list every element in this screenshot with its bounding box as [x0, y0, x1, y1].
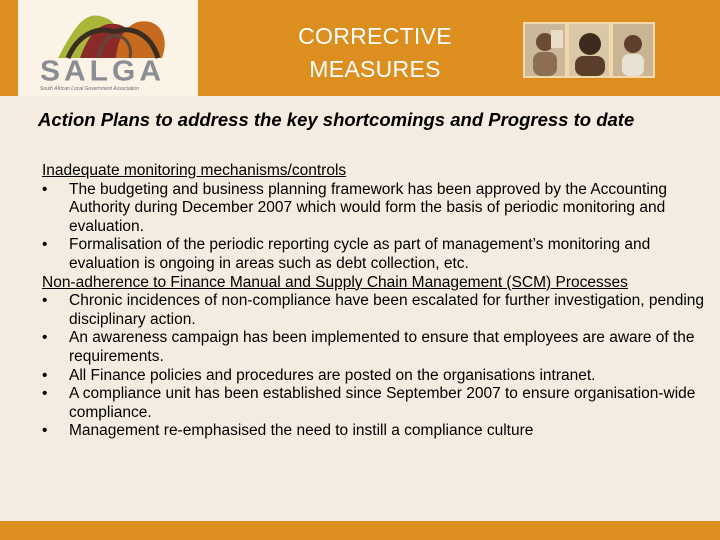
bullet-icon: • — [42, 236, 48, 254]
list-item: • Management re-emphasised the need to instill a compliance culture — [42, 422, 534, 440]
list-item: • An awareness campaign has been implemented to ensure that employees are aware of the requirements. — [42, 329, 695, 365]
people-photo — [567, 22, 611, 78]
bullet-icon: • — [42, 422, 48, 440]
logo-emblem-icon — [18, 0, 198, 60]
section-heading-monitoring: Inadequate monitoring mechanisms/controls — [42, 162, 347, 179]
slide-subtitle: Action Plans to address the key shortcomings and Progress to date — [38, 109, 635, 130]
section-heading-finance-scm: Non-adherence to Finance Manual and Supply Chain Management (SCM) Processes — [42, 273, 628, 291]
list-item: • The budgeting and business planning framework has been approved by the Accounting Authority during December 2007 which would form the basis of periodic monitoring and evaluation. — [42, 180, 668, 235]
bullet-icon: • — [42, 366, 48, 384]
list-item: • A compliance unit has been established since September 2007 to ensure organisation-wide compliance. — [42, 385, 696, 421]
footer-bar — [0, 521, 720, 540]
bullet-icon: • — [42, 180, 48, 198]
header-bar — [0, 0, 720, 96]
slide-title: CORRECTIVE MEASURES — [298, 23, 452, 82]
list-item: • All Finance policies and procedures are posted on the organisations intranet. — [42, 366, 596, 384]
list-item: • Chronic incidences of non-compliance have been escalated for further investigation, pending disciplinary action. — [42, 292, 705, 328]
bullet-icon: • — [42, 292, 48, 310]
people-photo — [523, 22, 567, 78]
content-body — [42, 162, 707, 441]
list-item: • Formalisation of the periodic reporting cycle as part of management’s monitoring and evaluation is ongoing in areas such as debt collection, etc. — [42, 236, 651, 272]
people-photo — [611, 22, 655, 78]
logo-wordmark: SALGA — [40, 55, 165, 88]
logo-tagline: South African Local Government Association — [40, 86, 139, 92]
salga-logo — [18, 0, 198, 96]
bullet-icon: • — [42, 385, 48, 403]
bullet-icon: • — [42, 329, 48, 347]
